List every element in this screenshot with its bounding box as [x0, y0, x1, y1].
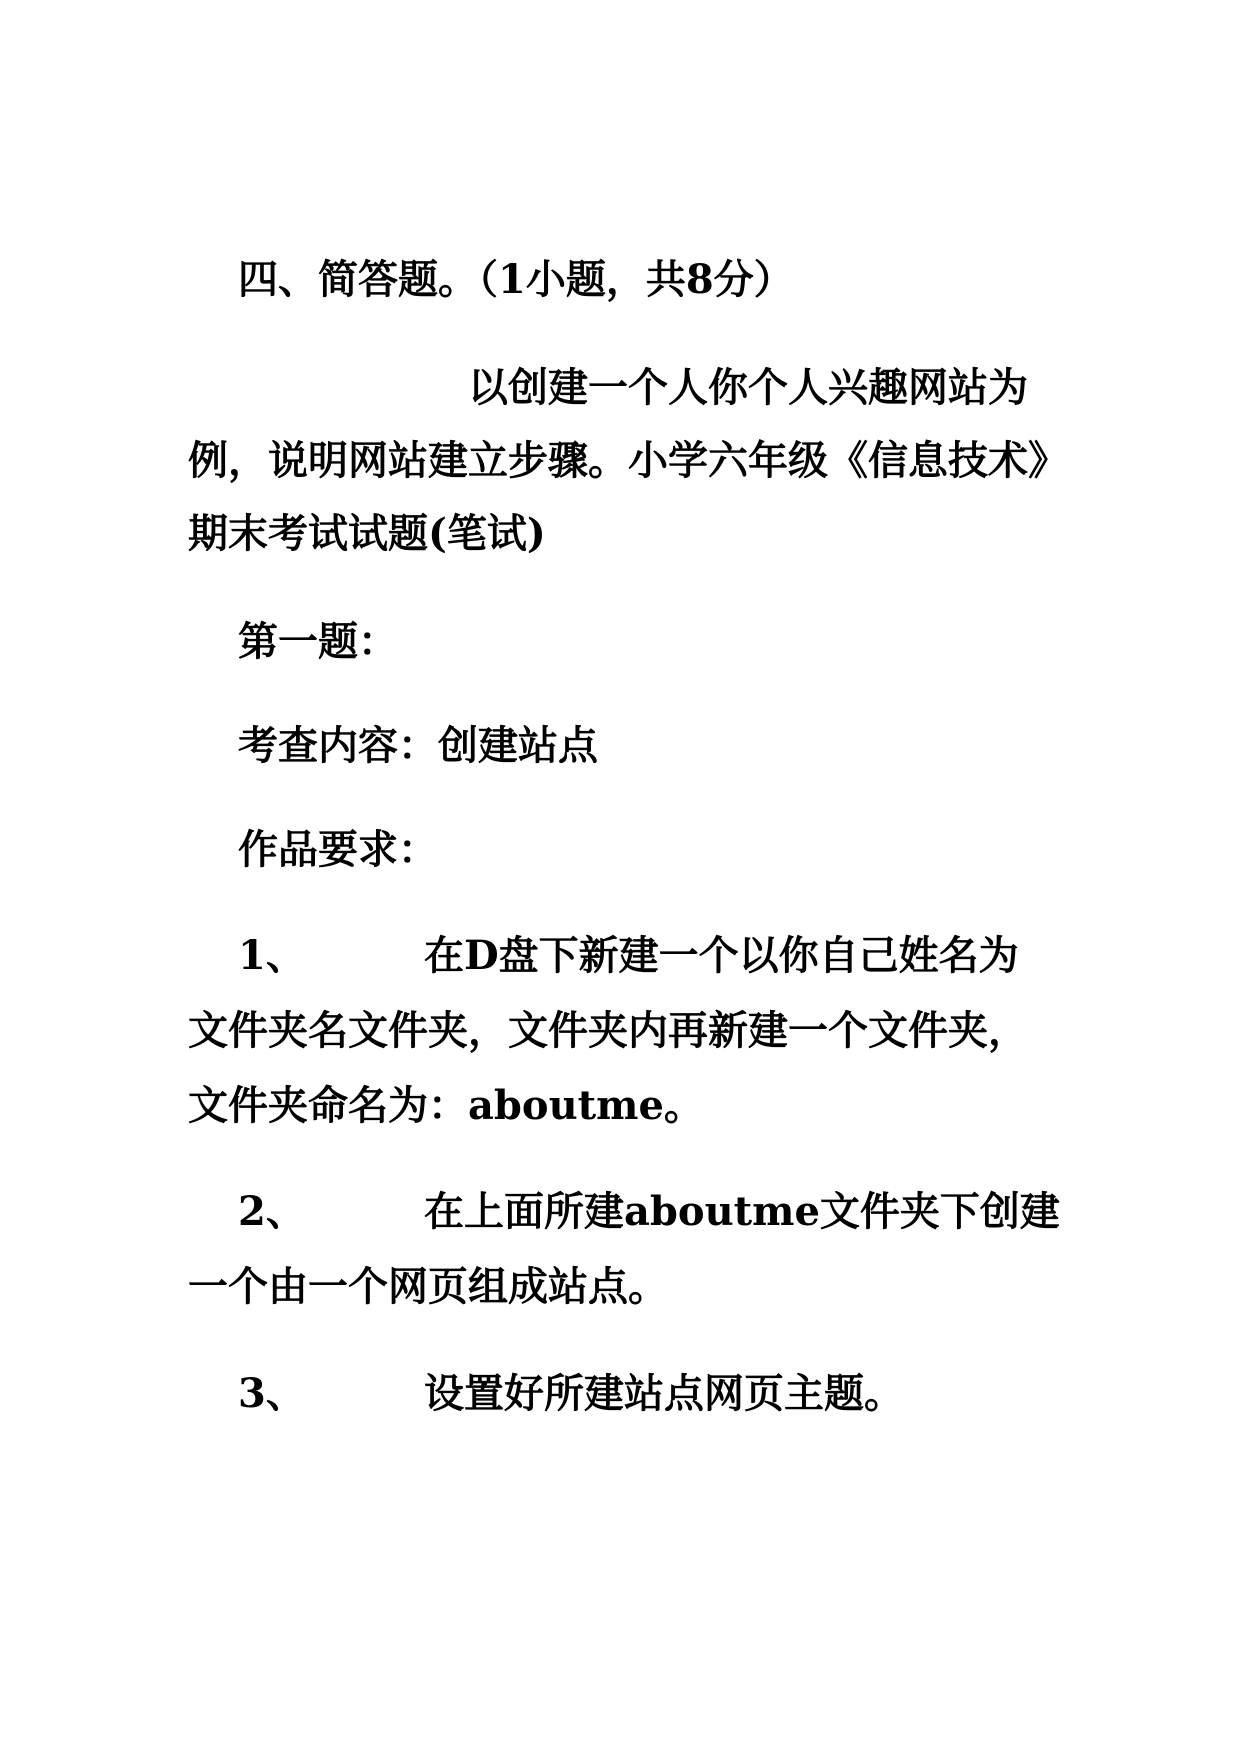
section-heading: 四、简答题。（1小题，共8分）: [238, 256, 794, 303]
item-number: 3、: [238, 1370, 306, 1417]
item-text-line: 设置好所建站点网页主题。: [424, 1370, 904, 1417]
content-label: 考查内容：创建站点: [238, 722, 598, 769]
question-line-2: 例，说明网站建立步骤。小学六年级《信息技术》: [188, 437, 1068, 484]
item-text-line: 文件夹命名为：aboutme。: [188, 1082, 704, 1129]
question-line-1: 以创建一个人你个人兴趣网站为: [468, 364, 1028, 411]
part-title: 第一题：: [238, 618, 398, 665]
requirements-label: 作品要求：: [238, 826, 438, 873]
item-text-line: 一个由一个网页组成站点。: [188, 1263, 668, 1310]
item-number: 2、: [238, 1188, 306, 1235]
item-text-line: 文件夹名文件夹，文件夹内再新建一个文件夹，: [188, 1007, 1028, 1054]
item-text-line: 在D盘下新建一个以你自己姓名为: [424, 932, 1019, 979]
item-number: 1、: [238, 932, 306, 979]
question-line-3: 期末考试试题(笔试): [188, 510, 546, 557]
item-text-line: 在上面所建aboutme文件夹下创建: [424, 1188, 1060, 1235]
